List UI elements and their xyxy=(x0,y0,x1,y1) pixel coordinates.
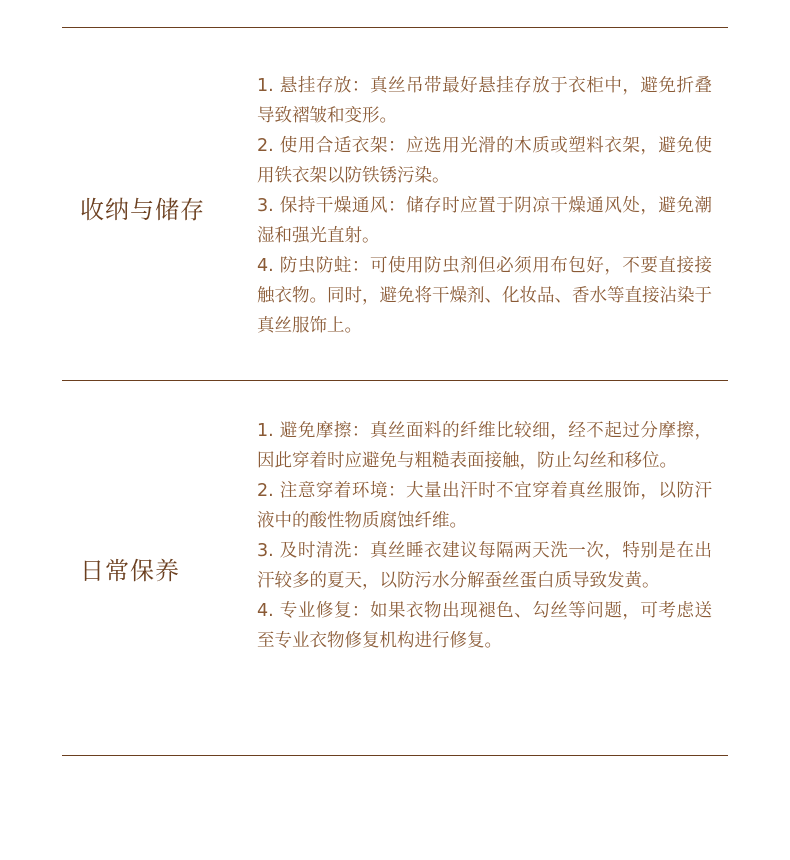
section-body-storage xyxy=(257,71,712,341)
divider-bottom xyxy=(62,755,728,756)
divider-top xyxy=(62,27,728,28)
list-item: 2. 使用合适衣架：应选用光滑的木质或塑料衣架，避免使用铁衣架以防铁锈污染。 xyxy=(257,136,712,186)
list-item: 2. 注意穿着环境：大量出汗时不宜穿着真丝服饰，以防汗液中的酸性物质腐蚀纤维。 xyxy=(257,481,712,531)
list-item: 1. 避免摩擦：真丝面料的纤维比较细，经不起过分摩擦，因此穿着时应避免与粗糙表面接触，防止勾丝和移位。 xyxy=(257,421,712,471)
list-item: 4. 专业修复：如果衣物出现褪色、勾丝等问题，可考虑送至专业衣物修复机构进行修复。 xyxy=(257,601,712,651)
divider-middle xyxy=(62,380,728,381)
section-body-daily-care xyxy=(257,416,712,656)
section-title-daily-care: 日常保养 xyxy=(80,557,180,585)
list-item: 3. 保持干燥通风：储存时应置于阴凉干燥通风处，避免潮湿和强光直射。 xyxy=(257,196,712,246)
list-item: 1. 悬挂存放：真丝吊带最好悬挂存放于衣柜中，避免折叠导致褶皱和变形。 xyxy=(257,76,712,126)
list-item: 4. 防虫防蛀：可使用防虫剂但必须用布包好，不要直接接触衣物。同时，避免将干燥剂、化妆品、香水等直接沾染于真丝服饰上。 xyxy=(257,256,712,336)
list-item: 3. 及时清洗：真丝睡衣建议每隔两天洗一次，特别是在出汗较多的夏天，以防污水分解蚕丝蛋白质导致发黄。 xyxy=(257,541,712,591)
section-title-storage: 收纳与储存 xyxy=(80,196,205,224)
